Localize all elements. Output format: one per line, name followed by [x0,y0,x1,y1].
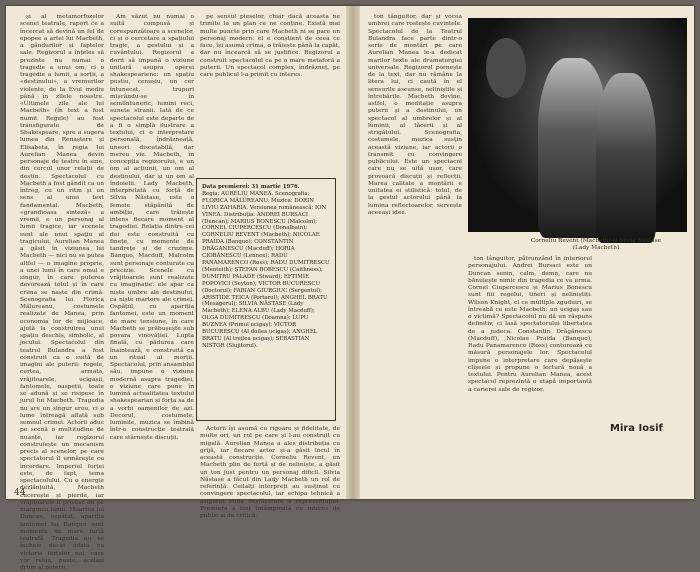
right-column-1: ton tânguitor, dar și vocea umbrei care rostește cuvintele. Spectacolul de la Teatrul Bulandra face parte dintr-o serie de montări pe care Aurelian Manea le-a dedicat marilor texte ale dramaturgiei universale. Regizorul pornește de la text, dar nu rămâne la litera lui, ci caută în el sensurile ascunse, neliniștile și întrebările. Macbeth devine, astfel, o meditație asupra puterii și a destinului, un spectacol al umbrelor și al luminii, al tăcerii și al strigătului. Scenografia, costumele, muzica susțin această viziune, iar actorii o transmit cu convingere publicului. Este un spectacol care nu se uită ușor, care provoacă discuții și reflecții. Marea calitate a montării e unitatea ei stilistică: totul, de la gestul actorului până la lumina reflectoarelor, servește aceeași idee. [368,14,462,216]
left-column-3-bottom: Actorii își asumă cu rigoare și fidelitate, de multe ori, un rol pe care și l-au construit cu migală. Aurelian Manea a ales distribuția cu grijă, iar fiecare actor și-a găsit locul în această construcție. Corneliu Revent, un Macbeth plin de forță și de neliniște, a găsit un ton just pentru un personaj dificil. Silvia Năstase a făcut din Lady Macbeth un rol de referință. Ceilalți interpreți au susținut cu convingere spectacolul, iar echipa tehnică a asigurat buna desfășurare a reprezentației. Premiera a fost întâmpinată cu interes de public și de critică. [200,426,340,519]
left-column-1: și al metamorfozelor scenei teatrale, raport ce a încercat să devină un fel de epopee a artei lui Macbeth, a gândurilor și faptelor sale. Regizorul a înțeles să prezinte nu numai o tragedie a unui om, ci o tragedie a lumii, a sorții, a «destinului», a vremurilor violente, de la Evul mediu până în zilele noastre. «Ultimele zile ale lui Macbeth» (în text a fost numit Regele) au fost transfigurate de Shakespeare, spre a sugera lumea din Renaștere și Elisabeta, în regia lui Aurelian Manea devin personaje de teatru în sine, din cercul unor relații de destin. Spectacolul cu Macbeth a fost gândit ca un întreg, cu un ritm și un sens al unui text fundamental. Macbeth, «grandioasa sinteză» a vremii, e un personaj al lumii tragice, iar scenele sunt ale unui spațiu al tragicului. Aurelian Manea a găsit în viziunea lui Macbeth — nici nu se putea altfel — o imagine proprie, a unei lumi în care omul e singur, în care puterea devorează totul și în care crima se naște din crimă. Scenografia lui Florica Mălureanu, costumele realizate de Manea, prin economia lor de mijloace, ajută la construirea unui spațiu deschis, simbolic, al jocului. Spectacolul din teatrul Bulandra a fost construit ca o suită de imagini ale puterii: regele, curtea, armata, vrăjitoarele, ucigașii, fantomele, oaspeții, toate se adună și se risipesc în jurul lui Macbeth. Tragedia nu are un singur erou, ci o lume întreagă aflată sub semnul crimei. Actorii aduc pe scenă o multitudine de nuanțe, iar regizorul construiește un mecanism precis al scenelor, pe care spectatorul îl urmărește cu încordare. Imperiul forței este, de fapt, tema spectacolului. Cu o energie dezlănțuită, Macbeth cucerește și pierde, iar vrăjitoarele îl privesc de pe marginea lumii. Moartea lui Duncan, ospățul, apariția fantomei lui Banquo sunt momente de mare forță teatrală. Tragedia nu se încheie decât odată cu victoria forțelor noi, care vor relua, poate, același drum al puterii. [20,14,104,571]
credits-list: Regia: AURELIU MANEA. Scenografia: FLORICA MĂLUREANU. Muzica: DORIN LIVIU ZAHARIA. Versiunea românească: ION VINEA. Distribuția: ANDREI BURSACI (Duncan); MARIUS BONESCU (Malcolm); CORNEL CIUPERCESCU (Donalbain); CORNELIU REVENT (Macbeth); NICOLAE PRAIDA (Banquo); CONSTANTIN DRĂGANESCU (Macduff); HORIA CIOBĂNESCU (Lennox); RADU PANAMARENCO (Ross); RADU DUMITRESCU (Menteith); ȘTEFAN BOBESCU (Caithness); DUMITRU PALADE (Siward); EFTIMIE POPOVICI (Seyton); VICTOR BUCURESCU (Doctorul); FABIAN GIURGIUC (Sergentul); ARISTIDE TEICA (Portarul); ANGHEL BRATU (Mesagerul); SILVIA NĂSTASE (Lady Macbeth); ELENA ALBU (Lady Macduff); OLGA DUMITRESCU (Doamna); LUPU BUZNEA (Primul ucigaș); VICTOR BUCURESCU (Al doilea ucigaș); ANGHEL BRATU (Al treilea ucigaș); SEBASTIAN NISTOR (Slujitorul). [202,190,330,349]
premiere-date: Data premierei: 31 martie 1976. [202,184,300,190]
photo-caption: Corneliu Revent (Macbeth) și Silvia Năstase (Lady Macbeth) [530,238,662,252]
page-number: 44 [14,488,26,498]
author-signature: Mira Iosif [610,423,663,434]
background-figure [486,38,526,98]
credits-box [196,178,336,421]
production-photo [468,18,687,232]
magazine-spread [6,6,694,571]
left-column-2: Am văzut nu numai o suită compusă și corespunzătoare a scenelor, ci și o cercetare a spațiului tragic, a gestului și a cuvântului. Regizorul a dorit să impună o viziune unitară asupra operei shakespeariene: un spațiu pustiu, cenușiu, un cer întunecat, trupuri mișcându-se în semiîntuneric, lumini reci, sunete stranii. Iată de ce spectacolul este departe de a fi o simplă ilustrare a textului, ci o interpretare personală, îndrăzneață, uneori discutabilă, dar mereu vie. Macbeth, în concepția regizorului, e un om al acțiunii, un om al destinului, dar și un om al îndoielii. Lady Macbeth, interpretată cu forță de Silvia Năstase, este o femeie stăpânită de ambiție, care trăiește intens fiecare moment al tragediei. Relația dintre cei doi este construită cu finețe, cu momente de tandrețe și de cruzime. Banquo, Macduff, Malcolm sunt personaje conturate cu precizie. Scenele cu vrăjitoarele sunt realizate cu imaginație: ele apar ca niște umbre ale destinului, ca niște martore ale crimei. Ospățul, cu apariția fantomei, este un moment de mare tensiune, în care Macbeth se prăbușește sub povara vinovăției. Lupta finală, cu pădurea care înaintează, e construită ca un ritual al morții. Spectacolul, prin ansamblul său, impune o viziune modernă asupra tragediei, o viziune care pune în lumină actualitatea textului shakespearian și forța sa de a vorbi oamenilor de azi. Decorul, costumele, luminile, muzica se îmbină într-o construcție teatrală care stârnește discuții. [110,14,194,441]
left-column-3-top: pe sensul pieselor, chiar dacă aceasta ne trimite la un plan ce ne conține. Există mai multe puncte prin care Macbeth ni se pare un personaj modern: el e conștient de ceea ce face, își asumă crima, o trăiește până la capăt, dar nu încearcă să se justifice. Regizorul a construit spectacolul ca pe o mare metaforă a puterii. Un spectacol complex, îndrăzneț, pe care publicul l-a primit cu interes. [200,14,340,78]
right-column-2: ton tânguitor, pătrunzând în interiorul personajului. Andrei Bursaci este un Duncan senin, calm, demn, care nu bănuiește nimic din tragedia ce va urma. Cornel Ciupercescu și Marius Bonescu sunt fiii regelui, tineri și neliniștiți. Wilson Knight, el ce multiple zguduiri, se întreabă ce este Macbeth: un ucigaș sau o victimă? Spectacolul nu dă un răspuns definitiv, ci lasă spectatorului libertatea de a judeca. Constantin Drăgănescu (Macduff), Nicolae Praida (Banquo), Radu Panamarenco (Ross) conturează cu măsură personajele lor. Spectacolul impune o interpretare care depășește clișeele și propune o lectură nouă a textului. Pentru Aurelian Manea, acest spectacol reprezintă o etapă importantă a carierei sale de regizor. [468,256,592,393]
page-gutter [346,6,360,499]
lady-macbeth-figure [596,73,656,243]
